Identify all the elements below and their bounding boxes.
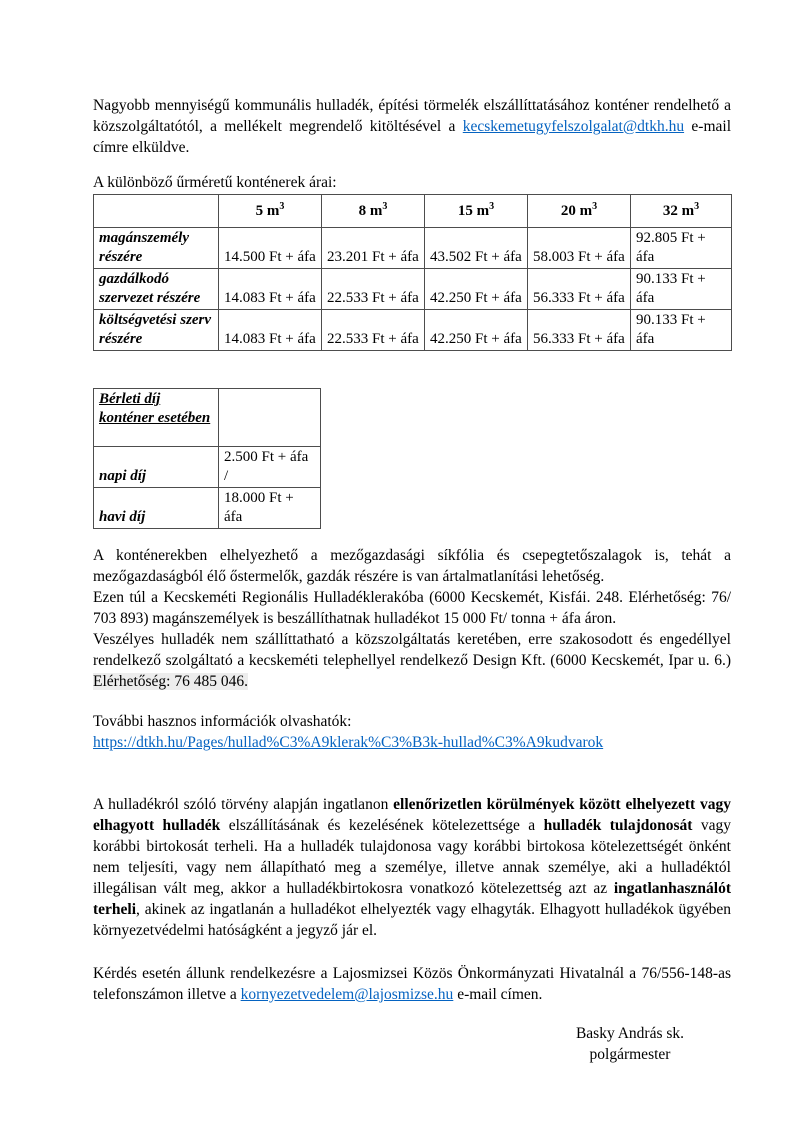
price-cell: 92.805 Ft + áfa [631,228,732,269]
law-text-segment: vagy korábbi birtokosát terheli. Ha a hulladék tulajdonosa vagy korábbi birtokosa kötelezettségét önként nem teljesíti, vagy nem állapítható meg a személye, illetve annak személye, aki a hulladéktól illegálisan vált meg, akkor a hulladékbirtokosra vonatkozó kötelezettség azt az [93,817,731,897]
container-price-table [93,194,732,351]
intro-text-before: Nagyobb mennyiségű kommunális hulladék, építési törmelék elszállíttatásához konténer rendelhető a közszolgáltatótól, a mellékelt megrendelő kitöltésével a [93,97,731,135]
law-text-segment: elszállításának és kezelésének kötelezettsége a [220,817,544,834]
law-bold-segment: ellenőrizetlen körülmények között elhelyezett vagy elhagyott hulladék [93,796,731,834]
signature-block [530,1023,730,1065]
intro-text-after: e-mail címre elküldve. [93,118,731,156]
price-row-business [94,269,732,310]
header-cell-32m3: 32 $m^3$ [631,195,732,228]
rental-label-monthly: havi díj [94,488,219,529]
law-bold-segment: ingatlanhasználót terheli [93,880,731,918]
email-link-lajosmizse[interactable]: kornyezetvedelem@lajosmizse.hu [240,986,454,1003]
price-cell: 56.333 Ft + áfa [528,310,631,351]
dtkh-url-link[interactable]: https://dtkh.hu/Pages/hullad%C3%A9klerak%C3%B3k-hullad%C3%A9kudvarok [93,734,604,751]
rental-fee-table [93,388,321,529]
contact-text-before: Kérdés esetén állunk rendelkezésre a Lajosmizsei Közös Önkormányzati Hivatalnál a 76/556-148-as telefonszámon illetve a [93,965,731,1003]
info-link-line [93,732,731,753]
row-label-budgetary: költségvetési szerv részére [94,310,219,351]
paragraph-contact [93,963,731,1005]
rental-label-daily: napi díj [94,447,219,488]
signature-title: polgármester [589,1046,671,1063]
rental-row-daily [94,447,321,488]
rental-header-label: Bérleti díj konténer esetében [94,389,219,447]
price-row-private [94,228,732,269]
paragraph-law [93,794,731,941]
price-table-caption: A különböző űrméretű konténerek árai: [93,174,337,191]
price-row-budgetary [94,310,732,351]
price-cell: 56.333 Ft + áfa [528,269,631,310]
header-cell-15m3: 15 $m^3$ [425,195,528,228]
header-cell-5m3: 5 $m^3$ [219,195,322,228]
info-label: További hasznos információk olvashatók: [93,713,352,730]
price-table-header-row [94,195,732,228]
price-cell: 23.201 Ft + áfa [322,228,425,269]
price-cell: 43.502 Ft + áfa [425,228,528,269]
hazardous-contact-highlight: Elérhetőség: 76 485 046. [93,673,248,690]
rental-header-row [94,389,321,447]
paragraph-agriculture: A konténerekben elhelyezhető a mezőgazdasági síkfólia és csepegtetőszalagok is, tehát a mezőgazdaságból élő őstermelők, gazdák részére is van ártalmatlanítási lehetőség. [93,547,731,585]
rental-value-daily: 2.500 Ft + áfa / [219,447,321,488]
email-link-dtkh[interactable]: kecskemetugyfelszolgalat@dtkh.hu [462,118,685,135]
price-cell: 22.533 Ft + áfa [322,310,425,351]
header-cell-8m3: 8 $m^3$ [322,195,425,228]
price-cell: 42.250 Ft + áfa [425,310,528,351]
row-label-private: magánszemély részére [94,228,219,269]
price-cell: 14.500 Ft + áfa [219,228,322,269]
hazardous-text: Veszélyes hulladék nem szállíttatható a közszolgáltatás keretében, erre szakosodott és engedéllyel rendelkező szolgáltató a kecskeméti telephellyel rendelkező Design Kft. (6000 Kecskemét, Ipar u. 6.) [93,631,731,669]
header-cell-20m3: 20 $m^3$ [528,195,631,228]
paragraph-intro [93,95,731,158]
price-cell: 14.083 Ft + áfa [219,310,322,351]
price-cell: 58.003 Ft + áfa [528,228,631,269]
header-cell-empty [94,195,219,228]
signature-name: Basky András sk. [575,1025,685,1042]
price-cell: 90.133 Ft + áfa [631,310,732,351]
row-label-business: gazdálkodó szervezet részére [94,269,219,310]
body-paragraph-block [93,545,731,692]
contact-text-after: e-mail címen. [453,986,543,1003]
rental-row-monthly [94,488,321,529]
rental-value-monthly: 18.000 Ft + áfa [219,488,321,529]
law-text-segment: , akinek az ingatlanán a hulladékot elhelyezték vagy elhagyták. Elhagyott hulladékok ügyében környezetvédelmi hatóságként a jegyző jár el. [93,901,731,939]
law-text-segment: A hulladékról szóló törvény alapján ingatlanon [93,796,394,813]
price-cell: 14.083 Ft + áfa [219,269,322,310]
law-bold-segment: hulladék tulajdonosát [543,817,693,834]
document-content [93,95,731,1065]
price-cell: 42.250 Ft + áfa [425,269,528,310]
price-cell: 90.133 Ft + áfa [631,269,732,310]
paragraph-landfill: Ezen túl a Kecskeméti Regionális Hulladéklerakóba (6000 Kecskemét, Kisfái. 248. Elérhetőség: 76/ 703 893) magánszemélyek is beszállíthatnak hulladékot 15 000 Ft/ tonna + áfa áron. [93,589,731,627]
rental-header-empty-cell [219,389,321,447]
price-cell: 22.533 Ft + áfa [322,269,425,310]
paragraph-hazardous [93,629,731,692]
